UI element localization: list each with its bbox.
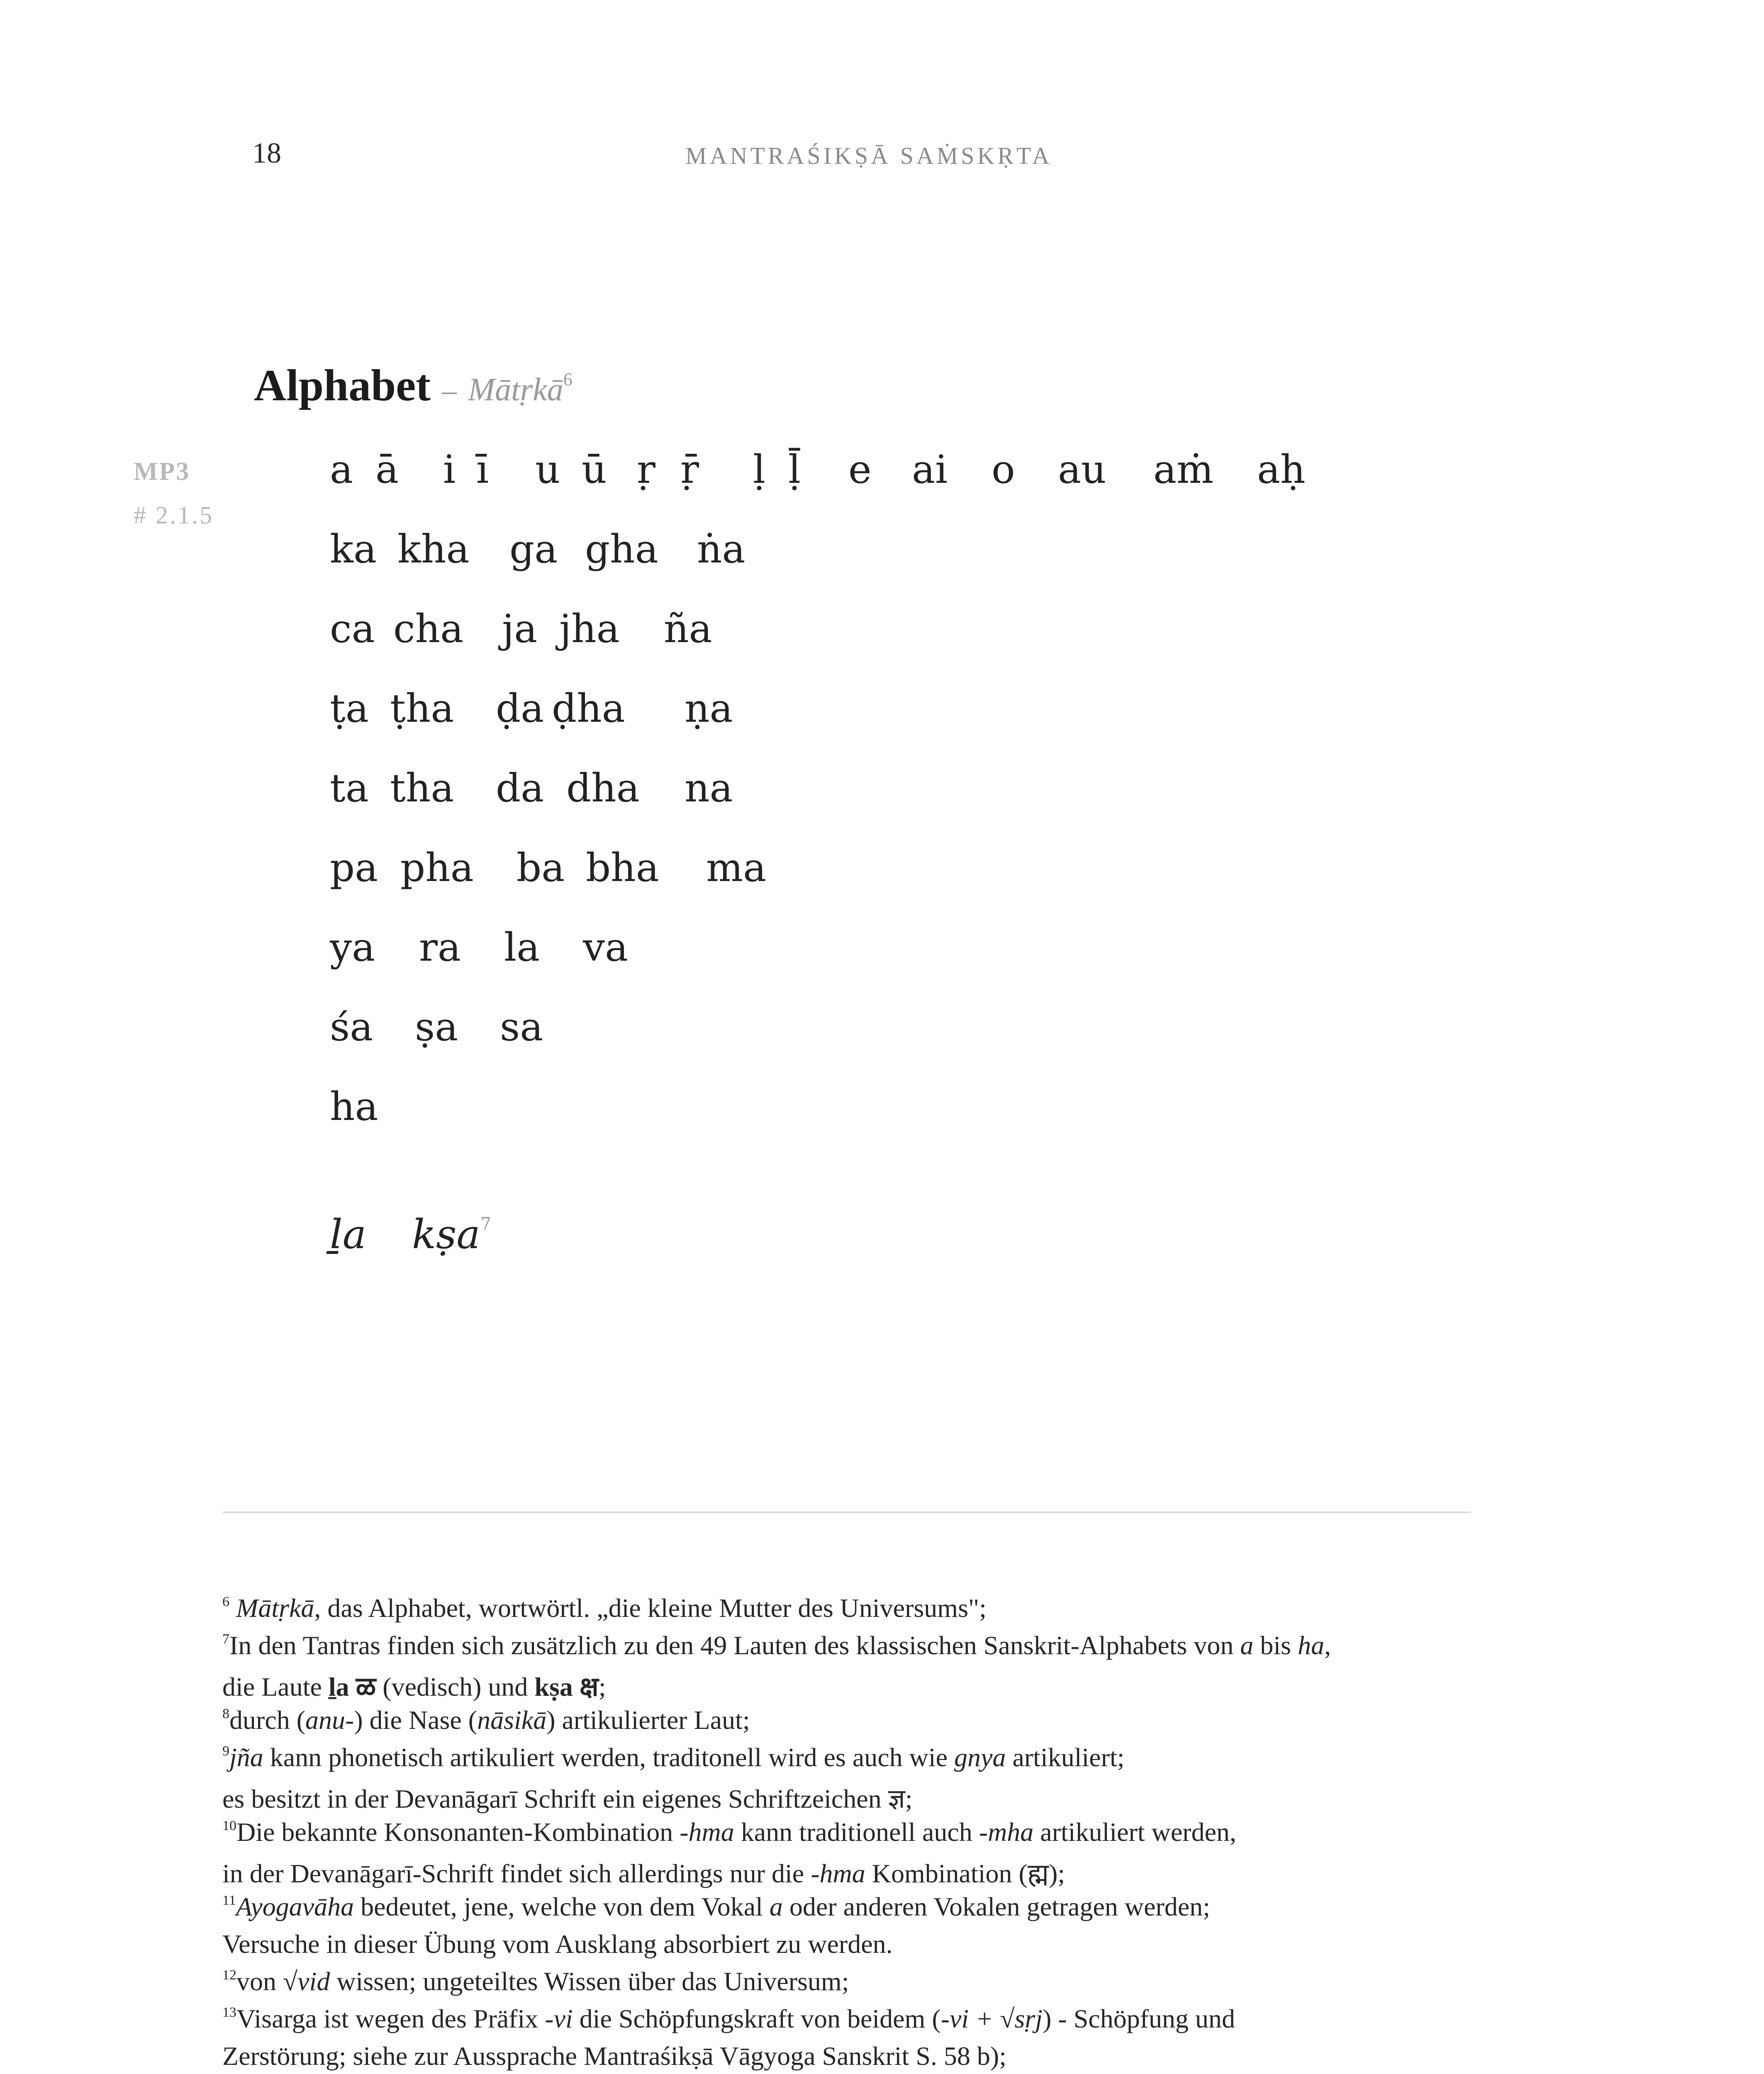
syllable: bha (586, 845, 659, 891)
syllable: ḷ (753, 447, 766, 492)
footnote-divider (222, 1512, 1471, 1513)
footnote-line (222, 2003, 1235, 2034)
footnote-text: kann traditionell auch (734, 1817, 979, 1847)
syllable: ra (419, 925, 461, 970)
footnote-line (222, 1779, 913, 1816)
sound-item: kṣa (412, 1211, 480, 1258)
sound-item: ḻa (330, 1211, 366, 1258)
footnote-line (222, 1630, 1331, 1661)
syllable: ṝ (680, 447, 699, 492)
syllable: aḥ (1257, 447, 1306, 492)
audio-label: MP3 (134, 458, 190, 486)
footnote-text: In den Tantras finden sich zusätzlich zu den 49 Lauten des klassischen Sanskrit-Alphabets von (229, 1631, 1240, 1660)
syllable: na (685, 766, 733, 811)
syllable: aṁ (1153, 447, 1214, 492)
syllable: jha (559, 606, 620, 652)
syllable: la (504, 925, 540, 970)
footnote-emphasis: -hma (680, 1817, 734, 1847)
syllable: pa (330, 845, 378, 891)
footnote-emphasis: Ayogavāha (236, 1892, 354, 1921)
footnote-text: artikuliert werden, (1033, 1817, 1236, 1847)
footnote-emphasis: a (769, 1892, 783, 1921)
footnote-emphasis: a (1240, 1631, 1254, 1660)
footnote-text: die Schöpfungskraft von beidem ( (573, 2004, 941, 2033)
syllable: ña (664, 606, 712, 652)
footnote-text: artikuliert; (1006, 1743, 1125, 1772)
syllable: e (848, 447, 872, 492)
footnote-text: ) artikulierter Laut; (546, 1705, 750, 1735)
syllable: ya (330, 925, 375, 970)
footnote-text: bis (1253, 1631, 1298, 1660)
section-subtitle: Mātṛkā (468, 371, 563, 407)
syllable: cha (393, 606, 464, 652)
footnote-text: in der Devanāgarī-Schrift findet sich allerdings nur die (222, 1859, 811, 1888)
syllable: ja (502, 606, 538, 652)
footnote-emphasis: √vid (283, 1967, 330, 1996)
syllable: dha (566, 766, 640, 811)
footnote-number: 13 (222, 2005, 236, 2020)
footnote-text: die Laute (222, 1672, 329, 1702)
footnote-text: ; (598, 1672, 606, 1702)
audio-track-number: # 2.1.5 (134, 501, 214, 529)
syllable: ga (509, 527, 558, 572)
footnote-ref: 7 (480, 1214, 492, 1234)
footnote-emphasis: ha (1298, 1631, 1325, 1660)
footnote-line (222, 1667, 606, 1704)
syllable: o (992, 447, 1015, 492)
footnote-text: Die bekannte Konsonanten-Kombination (236, 1817, 680, 1847)
footnote-number: 12 (222, 1967, 236, 1983)
footnote-text: durch ( (229, 1705, 306, 1735)
syllable: ā (375, 447, 399, 492)
footnote-emphasis: jña (229, 1743, 263, 1772)
syllable: śa (330, 1005, 373, 1050)
syllable: kha (397, 527, 470, 572)
syllable: ba (517, 845, 565, 891)
footnote-text: es besitzt in der Devanāgarī Schrift ein eigenes Schriftzeichen ज्ञ; (222, 1784, 913, 1814)
page-number: 18 (252, 137, 281, 169)
footnote-line (222, 1817, 1236, 1848)
footnote-number: 9 (222, 1743, 229, 1759)
syllable: sa (500, 1005, 543, 1050)
syllable: ai (912, 447, 948, 492)
footnote-emphasis: -vi + √sṛj (940, 2004, 1043, 2033)
footnote-text: kann phonetisch artikuliert werden, traditonell wird es auch wie (263, 1743, 955, 1772)
syllable: ū (582, 447, 607, 492)
footnote-emphasis: kṣa क्ष (534, 1672, 599, 1702)
footnote-line (222, 1742, 1125, 1773)
footnote-text: bedeutet, jene, welche von dem Vokal (354, 1892, 770, 1921)
footnote-line (222, 1705, 750, 1736)
syllable: ka (330, 527, 377, 572)
syllable: u (535, 447, 560, 492)
footnote-text: , (1324, 1631, 1331, 1660)
syllable: va (583, 925, 629, 970)
footnote-text: Zerstörung; siehe zur Aussprache Mantraśikṣā Vāgyoga Sanskrit S. 58 b); (222, 2041, 1006, 2071)
syllable: ṣa (415, 1005, 458, 1050)
syllable: ḹ (788, 447, 801, 492)
footnote-line (222, 1593, 987, 1624)
footnote-text: Versuche in dieser Übung vom Ausklang absorbiert zu werden. (222, 1929, 893, 1959)
syllable: ha (330, 1084, 378, 1130)
footnote-text: von (236, 1967, 283, 1996)
additional-sounds (330, 1211, 491, 1258)
syllable: gha (585, 527, 658, 572)
footnote-emphasis: -mha (979, 1817, 1034, 1847)
syllable: da (496, 766, 544, 811)
section-title: Alphabet (254, 361, 431, 410)
footnote-emphasis: gnya (954, 1743, 1006, 1772)
syllable: ta (330, 766, 369, 811)
syllable: i (443, 447, 456, 492)
syllable: a (330, 447, 353, 492)
footnote-line (222, 2041, 1006, 2072)
footnote-number: 11 (222, 1893, 236, 1908)
footnote-line (222, 1966, 849, 1997)
footnote-line (222, 1929, 893, 1960)
footnote-emphasis: -hma (811, 1859, 865, 1888)
syllable: ṛ (637, 447, 655, 492)
footnote-line (222, 1891, 1210, 1922)
syllable: pha (400, 845, 474, 891)
footnote-text: Visarga ist wegen des Präfix (236, 2004, 545, 2033)
syllable: ma (706, 845, 767, 891)
footnote-emphasis: Mātṛkā (236, 1593, 314, 1623)
footnote-text: wissen; ungeteiltes Wissen über das Universum; (330, 1967, 849, 1996)
footnote-text: Kombination (ह्म); (865, 1859, 1065, 1888)
footnote-number: 8 (222, 1706, 229, 1721)
footnote-text: ) - Schöpfung und (1043, 2004, 1235, 2033)
footnote-text: ) die Nase ( (354, 1705, 478, 1735)
syllable: ṅa (697, 527, 746, 572)
syllable: ī (476, 447, 489, 492)
syllable: ṇa (685, 686, 733, 731)
title-dash: – (442, 374, 457, 407)
footnote-text: , das Alphabet, wortwörtl. „die kleine Mutter des Universums"; (314, 1593, 987, 1623)
footnote-emphasis: -vi (545, 2004, 573, 2033)
footnote-number: 6 (222, 1594, 229, 1609)
footnote-emphasis: anu- (305, 1705, 354, 1735)
footnote-emphasis: nāsikā (477, 1705, 547, 1735)
footnote-line (222, 1854, 1065, 1890)
section-heading (254, 360, 573, 411)
syllable: ḍa (496, 686, 544, 731)
syllable: tha (390, 766, 454, 811)
syllable: ṭa (330, 686, 369, 731)
footnote-number: 10 (222, 1818, 236, 1833)
syllable: ṭha (390, 686, 454, 731)
footnote-text: oder anderen Vokalen getragen werden; (782, 1892, 1210, 1921)
running-title: MANTRAŚIKṢĀ SAṀSKṚTA (685, 142, 1053, 169)
syllable: au (1058, 447, 1106, 492)
footnote-number: 7 (222, 1631, 229, 1647)
footnote-text: (vedisch) und (376, 1672, 535, 1702)
footnote-ref: 6 (563, 369, 573, 389)
syllable: ca (330, 606, 375, 652)
footnote-emphasis: ḻa ळ (328, 1672, 376, 1702)
syllable: ḍha (552, 686, 625, 731)
